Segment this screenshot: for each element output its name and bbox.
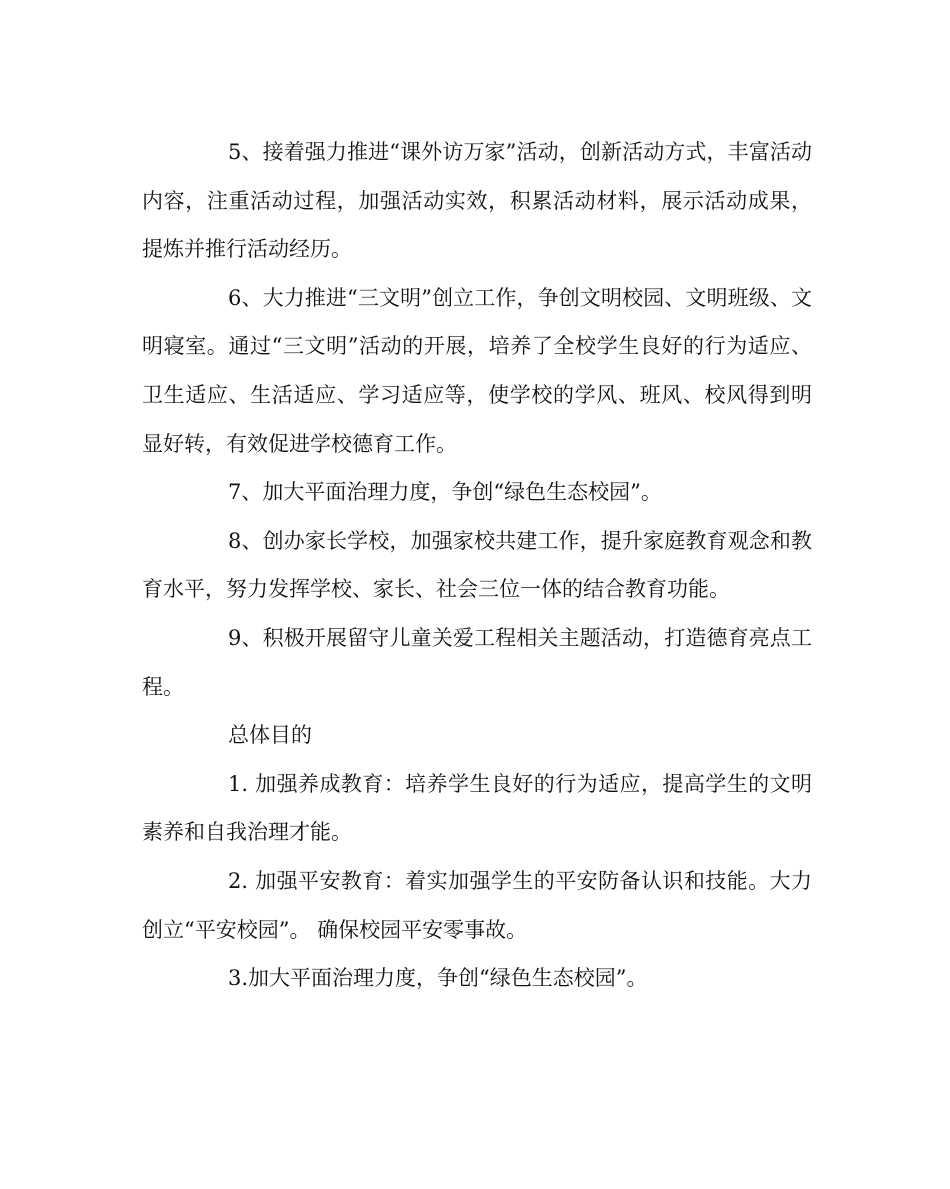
goal-item-2: 2. 加强平安教育：着实加强学生的平安防备认识和技能。大力创立“平安校园”。 确保校园平安零事故。 xyxy=(142,868,812,942)
paragraph-8: 8、创办家长学校，加强家校共建工作，提升家庭教育观念和教育水平，努力发挥学校、家长、社会三位一体的结合教育功能。 xyxy=(142,528,812,602)
section-heading: 总体目的 xyxy=(228,723,312,748)
goal-item-3: 3.加大平面治理力度，争创“绿色生态校园”。 xyxy=(228,966,648,991)
paragraph-6: 6、大力推进“三文明”创立工作，争创文明校园、文明班级、文明寝室。通过“三文明”活动的开展，培养了全校学生良好的行为适应、卫生适应、生活适应、学习适应等，使学校的学风、班风、校风得到明显好转，有效促进学校德育工作。 xyxy=(142,285,812,456)
paragraph-7: 7、加大平面治理力度，争创“绿色生态校园”。 xyxy=(228,480,662,505)
paragraph-9: 9、积极开展留守儿童关爱工程相关主题活动，打造德育亮点工程。 xyxy=(142,625,812,699)
goal-item-1: 1. 加强养成教育：培养学生良好的行为适应，提高学生的文明素养和自我治理才能。 xyxy=(142,771,812,845)
paragraph-5: 5、接着强力推进“课外访万家”活动，创新活动方式，丰富活动内容，注重活动过程，加强活动实效，积累活动材料，展示活动成果，提炼并推行活动经历。 xyxy=(142,140,812,262)
document-body xyxy=(142,128,812,1003)
